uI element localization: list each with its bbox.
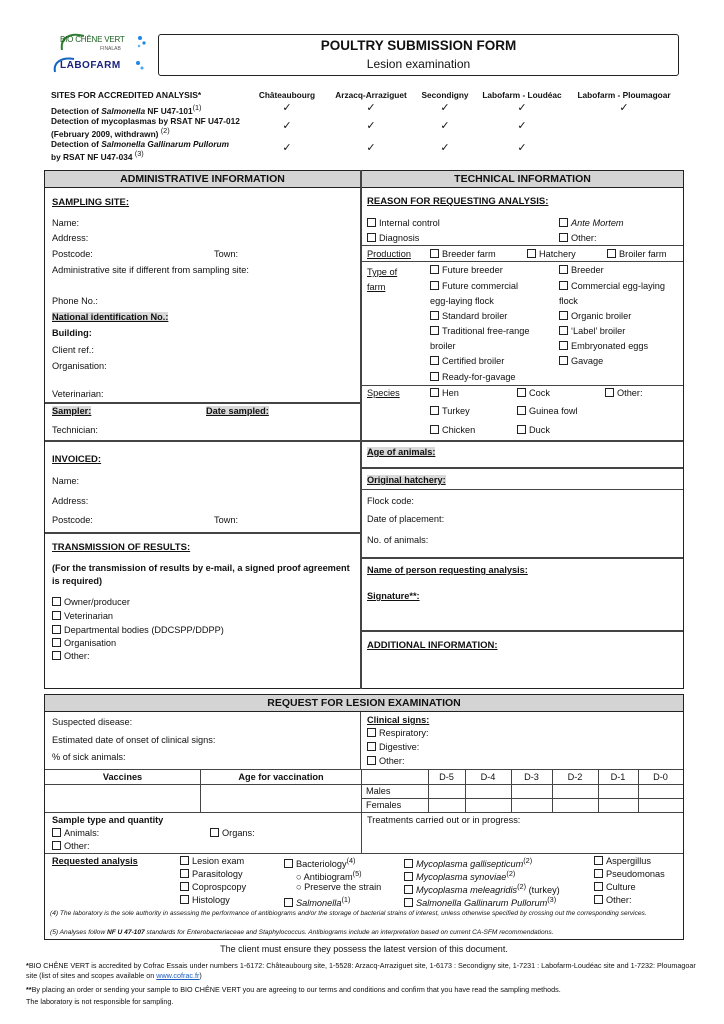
certified-broiler-checkbox[interactable]: Certified broiler xyxy=(430,356,504,366)
requester-field[interactable]: Name of person requesting analysis: xyxy=(367,565,528,575)
agreement-note: **By placing an order or sending your sample to BIO CHÊNE VERT you are agreeing to our terms and conditions and confirm that you have read the sampling methods. xyxy=(26,985,561,994)
address-field[interactable]: Address: xyxy=(52,233,89,243)
veterinarian-field[interactable]: Veterinarian: xyxy=(52,389,104,399)
divider xyxy=(362,557,683,559)
postcode-field[interactable]: Postcode: xyxy=(52,249,93,259)
invoiced-name-field[interactable]: Name: xyxy=(52,476,80,486)
label-broiler-checkbox[interactable]: ‘Label’ broiler xyxy=(559,326,625,336)
flock-label: flock xyxy=(559,296,578,306)
mg-checkbox[interactable]: Mycoplasma gallisepticum$^{(2)}$ xyxy=(404,856,532,869)
transmission-other-checkbox[interactable]: Other: xyxy=(52,651,90,661)
females-label: Females xyxy=(366,800,402,810)
day-header: D-3 xyxy=(524,772,539,782)
site-row-1-label: Detection of mycoplasmas by RSAT NF U47-012 (February 2009, withdrawn) $^{(2)}$ xyxy=(51,116,240,139)
owner-checkbox[interactable]: Owner/producer xyxy=(52,597,130,607)
embryonated-checkbox[interactable]: Embryonated eggs xyxy=(559,341,648,351)
production-label: Production xyxy=(367,249,411,259)
mm-checkbox[interactable]: Mycoplasma meleagridis$^{(2)}$ (turkey) xyxy=(404,882,560,895)
cofrac-link[interactable]: www.cofrac.fr xyxy=(156,971,200,980)
ms-checkbox[interactable]: Mycoplasma synoviae$^{(2)}$ xyxy=(404,869,515,882)
egg-laying-flock-label: egg-laying flock xyxy=(430,296,494,306)
sample-other-checkbox[interactable]: Other: xyxy=(52,841,90,851)
check-mark: ✓ xyxy=(517,120,527,132)
divider xyxy=(360,712,361,769)
admin-header: ADMINISTRATIVE INFORMATION xyxy=(45,171,360,188)
duck-checkbox[interactable]: Duck xyxy=(517,425,550,435)
sites-header: SITES FOR ACCREDITED ANALYSIS* xyxy=(51,90,202,100)
species-label: Species xyxy=(367,388,400,398)
broiler-label: broiler xyxy=(430,341,456,351)
site-row-0-label: Detection of Salmonella NF U47-101$^{(1)}$ xyxy=(51,103,202,116)
day-header: D-0 xyxy=(653,772,668,782)
column-divider xyxy=(360,170,362,689)
organic-broiler-checkbox[interactable]: Organic broiler xyxy=(559,311,631,321)
divider xyxy=(362,630,683,632)
check-mark: ✓ xyxy=(282,102,292,114)
invoiced-address-field[interactable]: Address: xyxy=(52,496,89,506)
histology-checkbox[interactable]: Histology xyxy=(180,895,230,905)
check-mark: ✓ xyxy=(366,142,376,154)
sample-type-title: Sample type and quantity xyxy=(52,815,164,825)
divider xyxy=(362,440,683,442)
onset-date-field[interactable]: Estimated date of onset of clinical signs: xyxy=(52,735,216,745)
ready-for-gavage-checkbox[interactable]: Ready-for-gavage xyxy=(430,372,516,382)
antibiogram-option[interactable]: ○ Antibiogram$^{(5)}$ xyxy=(296,869,362,883)
building-field[interactable]: Building: xyxy=(52,328,92,338)
day-header: D-4 xyxy=(480,772,496,782)
traditional-checkbox[interactable]: Traditional free-range xyxy=(430,326,530,336)
labofarm-logo xyxy=(52,56,148,76)
divider xyxy=(362,261,683,262)
check-mark: ✓ xyxy=(619,102,629,114)
site-row-2-label: Detection of Salmonella Gallinarum Pullorum by RSAT NF U47-034 $^{(3)}$ xyxy=(51,139,229,162)
suspected-disease-field[interactable]: Suspected disease: xyxy=(52,717,133,727)
digestive-checkbox[interactable]: Digestive: xyxy=(367,742,419,752)
parasitology-checkbox[interactable]: Parasitology xyxy=(180,869,243,879)
day-header: D-2 xyxy=(567,772,583,782)
day-header: D-5 xyxy=(439,772,454,782)
grid-line xyxy=(45,784,683,785)
grid-line xyxy=(361,769,362,812)
animals-checkbox[interactable]: Animals: xyxy=(52,828,99,838)
form-title: POULTRY SUBMISSION FORM xyxy=(320,38,517,53)
lesion-header: REQUEST FOR LESION EXAMINATION xyxy=(45,695,683,712)
requested-analysis-title: Requested analysis xyxy=(52,856,138,866)
bio-chene-vert-logo xyxy=(56,30,148,54)
gavage-checkbox[interactable]: Gavage xyxy=(559,356,603,366)
culture-checkbox[interactable]: Culture xyxy=(594,882,636,892)
divider xyxy=(362,489,683,490)
males-label: Males xyxy=(366,786,391,796)
check-mark: ✓ xyxy=(366,102,376,114)
sgp-checkbox[interactable]: Salmonella Gallinarum Pullorum$^{(3)}$ xyxy=(404,895,556,908)
transmission-note: (For the transmission of results by e-mail, a signed proof agreement is required) xyxy=(52,563,350,586)
analysis-other-checkbox[interactable]: Other: xyxy=(594,895,632,905)
ante-mortem-checkbox[interactable]: Ante Mortem xyxy=(559,218,624,228)
divider xyxy=(45,402,360,404)
divider xyxy=(362,467,683,469)
divider xyxy=(361,812,362,853)
sampling-site-title: SAMPLING SITE: xyxy=(52,197,130,208)
veterinarian-checkbox[interactable]: Veterinarian xyxy=(52,611,113,621)
species-other-checkbox[interactable]: Other: xyxy=(605,388,643,398)
day-header: D-1 xyxy=(610,772,626,782)
check-mark: ✓ xyxy=(366,120,376,132)
pseudomonas-checkbox[interactable]: Pseudomonas xyxy=(594,869,665,879)
invoiced-title: INVOICED: xyxy=(52,454,102,465)
site-col-4: Labofarm - Ploumagoar xyxy=(577,90,671,100)
town-field[interactable]: Town: xyxy=(214,249,238,259)
grid-line xyxy=(45,769,683,770)
broiler-farm-checkbox[interactable]: Broiler farm xyxy=(607,249,666,259)
invoiced-town-field[interactable]: Town: xyxy=(214,515,238,525)
hatchery-checkbox[interactable]: Hatchery xyxy=(527,249,576,259)
internal-control-checkbox[interactable]: Internal control xyxy=(367,218,440,228)
name-field[interactable]: Name: xyxy=(52,218,80,228)
client-ref-field[interactable]: Client ref.: xyxy=(52,345,94,355)
responsibility-note: The laboratory is not responsible for sampling. xyxy=(26,997,174,1006)
clinical-signs-title: Clinical signs: xyxy=(367,715,430,725)
accreditation-note: *BIO CHÊNE VERT is accredited by Cofrac Essais under numbers 1-6172: Châteaubourg site, 1-5528: Arzacq-Arraziguet site, 1-6173 : Secondigny site, 1-7231 : Labofarm-Loudéac site and 1-7232: Ploumagoar site (list of sites and scopes available on www.cofrac.fr) xyxy=(26,961,696,980)
guinea-fowl-checkbox[interactable]: Guinea fowl xyxy=(517,406,578,416)
clinical-other-checkbox[interactable]: Other: xyxy=(367,756,405,766)
respiratory-checkbox[interactable]: Respiratory: xyxy=(367,728,429,738)
site-col-3: Labofarm - Loudéac xyxy=(482,90,562,100)
check-mark: ✓ xyxy=(440,102,450,114)
bio-logo-text: BIO CHÊNE VERT xyxy=(60,35,125,44)
footnote-4: (4) The laboratory is the sole authority in assessing the performance of antibiograms and/or the storage of bacterial strains of interest, unless otherwise specified by crossing out the corresponding services. xyxy=(50,910,647,917)
original-hatchery-field[interactable]: Original hatchery: xyxy=(367,475,446,485)
divider xyxy=(45,853,683,854)
admin-site-field[interactable]: Administrative site if different from sampling site: xyxy=(52,265,249,275)
check-mark: ✓ xyxy=(517,142,527,154)
check-mark: ✓ xyxy=(282,120,292,132)
aspergillus-checkbox[interactable]: Aspergillus xyxy=(594,856,651,866)
reason-other-checkbox[interactable]: Other: xyxy=(559,233,597,243)
check-mark: ✓ xyxy=(282,142,292,154)
version-notice: The client must ensure they possess the latest version of this document. xyxy=(220,944,508,954)
vaccines-header: Vaccines xyxy=(102,772,143,782)
bacteriology-checkbox[interactable]: Bacteriology$^{(4)}$ xyxy=(284,856,355,869)
labofarm-logo-text: LABOFARM xyxy=(60,60,121,71)
main-form-frame xyxy=(44,170,684,689)
chicken-checkbox[interactable]: Chicken xyxy=(430,425,475,435)
footnote-5: (5) Analyses follow NF U 47-107 standards for Enterobacteriaceae and Staphylococcus. Antibiograms include an interpretation based on current CA-SFM recommendations. xyxy=(50,929,554,936)
breeder-farm-checkbox[interactable]: Breeder farm xyxy=(430,249,496,259)
coproscopy-checkbox[interactable]: Coprospcopy xyxy=(180,882,246,892)
signature-field[interactable]: Signature**: xyxy=(367,591,420,601)
check-mark: ✓ xyxy=(440,142,450,154)
preserve-strain-option[interactable]: ○ Preserve the strain xyxy=(296,882,382,892)
divider xyxy=(362,245,683,246)
reason-title: REASON FOR REQUESTING ANALYSIS: xyxy=(367,196,549,207)
hen-checkbox[interactable]: Hen xyxy=(430,388,459,398)
cock-checkbox[interactable]: Cock xyxy=(517,388,550,398)
bio-logo-subtext: FINALAB xyxy=(100,46,121,52)
sampler-field[interactable]: Sampler: xyxy=(52,406,92,416)
invoiced-postcode-field[interactable]: Postcode: xyxy=(52,515,93,525)
no-animals-field[interactable]: No. of animals: xyxy=(367,535,429,545)
treatments-field[interactable]: Treatments carried out or in progress: xyxy=(367,815,521,825)
standard-broiler-checkbox[interactable]: Standard broiler xyxy=(430,311,507,321)
date-sampled-field[interactable]: Date sampled: xyxy=(206,406,269,416)
salmonella-checkbox[interactable]: Salmonella$^{(1)}$ xyxy=(284,895,350,908)
technician-field[interactable]: Technician: xyxy=(52,425,98,435)
check-mark: ✓ xyxy=(440,120,450,132)
site-col-2: Secondigny xyxy=(421,90,469,100)
commercial-egg-checkbox[interactable]: Commercial egg-laying xyxy=(559,281,665,291)
divider xyxy=(45,532,360,534)
breeder-checkbox[interactable]: Breeder xyxy=(559,265,604,275)
site-col-1: Arzacq-Arraziguet xyxy=(335,90,407,100)
national-id-field[interactable]: National identification No.: xyxy=(52,312,169,322)
grid-line xyxy=(362,798,683,799)
phone-field[interactable]: Phone No.: xyxy=(52,296,98,306)
form-subtitle: Lesion examination xyxy=(366,57,471,71)
departmental-checkbox[interactable]: Departmental bodies (DDCSPP/DDPP) xyxy=(52,625,224,635)
organs-checkbox[interactable]: Organs: xyxy=(210,828,255,838)
site-col-0: Châteaubourg xyxy=(258,90,316,100)
organisation-checkbox[interactable]: Organisation xyxy=(52,638,116,648)
age-of-animals-field[interactable]: Age of animals: xyxy=(367,447,436,457)
grid-line xyxy=(45,812,683,813)
transmission-title: TRANSMISSION OF RESULTS: xyxy=(52,542,191,553)
age-vaccination-header: Age for vaccination xyxy=(238,772,324,782)
additional-info-title: ADDITIONAL INFORMATION: xyxy=(367,640,498,651)
date-placement-field[interactable]: Date of placement: xyxy=(367,514,445,524)
organisation-field[interactable]: Organisation: xyxy=(52,361,107,371)
type-of-farm-label: Type of farm xyxy=(367,267,398,292)
sick-percent-field[interactable]: % of sick animals: xyxy=(52,752,126,762)
check-mark: ✓ xyxy=(517,102,527,114)
technical-header: TECHNICAL INFORMATION xyxy=(362,171,683,188)
diagnosis-checkbox[interactable]: Diagnosis xyxy=(367,233,419,243)
turkey-checkbox[interactable]: Turkey xyxy=(430,406,470,416)
divider xyxy=(45,440,360,442)
flock-code-field[interactable]: Flock code: xyxy=(367,496,414,506)
lesion-exam-checkbox[interactable]: Lesion exam xyxy=(180,856,244,866)
future-breeder-checkbox[interactable]: Future breeder xyxy=(430,265,503,275)
future-commercial-checkbox[interactable]: Future commercial xyxy=(430,281,518,291)
divider xyxy=(362,385,683,386)
